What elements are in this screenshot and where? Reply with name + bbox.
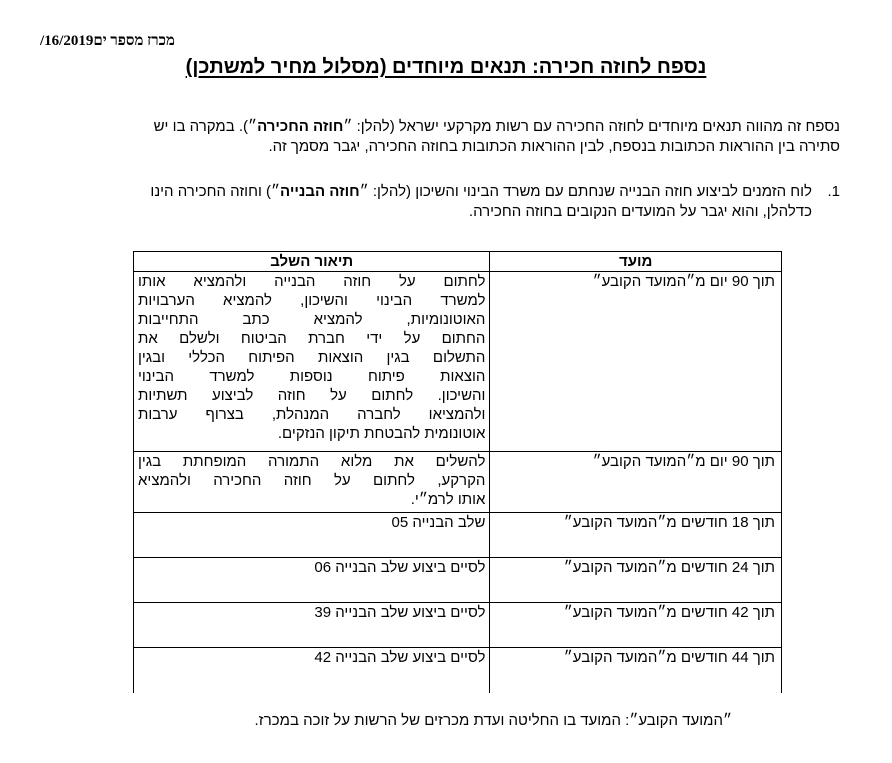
description-line: להשלים את מלוא התמורה המופחתת בגין <box>138 453 486 470</box>
intro-text-end: ״). במקרה בו יש סתירה בין ההוראות הכתובות בנספח, לבין ההוראות הכתובות בחוזה החכירה, יגבר מסמך זה. <box>153 118 840 155</box>
table-row <box>134 603 782 648</box>
description-line: הוצאות פיתוח נוספות למשרד הבינוי <box>138 368 486 385</box>
stage-description-cell <box>134 272 490 452</box>
intro-defined-term: חוזה החכירה <box>257 118 344 135</box>
page-title-text: נספח לחוזה חכירה: תנאים מיוחדים (מסלול מחיר למשתכן) <box>185 56 707 78</box>
description-line: התשלום בגין הוצאות הפיתוח הכללי ובגין <box>138 349 486 366</box>
item1-text: לוח הזמנים לביצוע חוזה הבנייה שנחתם עם משרד הבינוי והשיכון (להלן: ״ <box>359 183 812 200</box>
table-row <box>134 272 782 452</box>
stage-description-cell <box>134 513 490 558</box>
deadline-cell: תוך 42 חודשים מ״המועד הקובע״ <box>490 603 782 648</box>
description-line: אותו לרמ״י. <box>410 491 486 508</box>
list-item-number: 1. <box>827 183 840 200</box>
description-line: הקרקע, לחתום על חוזה החכירה ולהמציא <box>138 472 486 489</box>
description-line: אוטונומית להבטחת תיקון הנזקים. <box>277 425 486 442</box>
deadline-cell: תוך 44 חודשים מ״המועד הקובע״ <box>490 648 782 693</box>
schedule-table <box>133 251 782 693</box>
column-header-deadline: מועד <box>490 252 782 272</box>
list-item-1 <box>100 182 840 222</box>
description-line: למשרד הבינוי והשיכון, להמציא הערבויות <box>138 292 486 309</box>
table-row <box>134 513 782 558</box>
description-line: לסיים ביצוע שלב הבנייה 42 <box>314 649 486 666</box>
intro-paragraph <box>110 117 840 157</box>
description-line: לסיים ביצוע שלב הבנייה 39 <box>314 604 486 621</box>
description-line: האוטונומיות, להמציא כתב התחייבות <box>138 311 486 328</box>
deadline-cell: תוך 24 חודשים מ״המועד הקובע״ <box>490 558 782 603</box>
description-line: לחתום על חוזה הבנייה ולהמציא אותו <box>138 273 486 290</box>
stage-description-cell <box>134 558 490 603</box>
description-line: לסיים ביצוע שלב הבנייה 06 <box>314 559 486 576</box>
description-line: ולהמציאו לחברה המנהלת, בצרוף ערבות <box>138 406 486 423</box>
stage-description-cell <box>134 452 490 513</box>
table-row <box>134 558 782 603</box>
deadline-cell: תוך 90 יום מ״המועד הקובע״ <box>490 452 782 513</box>
item1-text-end: ״) וחוזה החכירה הינו כדלהלן, והוא יגבר על המועדים הנקובים בחוזה החכירה. <box>150 183 812 220</box>
stage-description-cell <box>134 603 490 648</box>
deadline-cell: תוך 18 חודשים מ״המועד הקובע״ <box>490 513 782 558</box>
deadline-cell: תוך 90 יום מ״המועד הקובע״ <box>490 272 782 452</box>
footnote: ״המועד הקובע״: המועד בו החליטה ועדת מכרזים של הרשות על זוכה במכרז. <box>254 712 732 729</box>
description-line: שלב הבנייה 05 <box>391 514 486 531</box>
intro-text: נספח זה מהווה תנאים מיוחדים לחוזה החכירה עם רשות מקרקעי ישראל (להלן: ״ <box>343 118 840 135</box>
table-row <box>134 452 782 513</box>
description-line: החתום על ידי חברת הביטוח ולשלם את <box>138 330 486 347</box>
table-row <box>134 648 782 693</box>
page-title <box>0 56 892 79</box>
description-line: והשיכון. לחתום על חוזה לביצוע תשתיות <box>138 387 486 404</box>
item1-defined-term: חוזה הבנייה <box>280 183 360 200</box>
column-header-stage-description: תיאור השלב <box>134 252 490 272</box>
stage-description-cell <box>134 648 490 693</box>
tender-number: מכרז מספר ים16/2019/ <box>40 33 175 49</box>
